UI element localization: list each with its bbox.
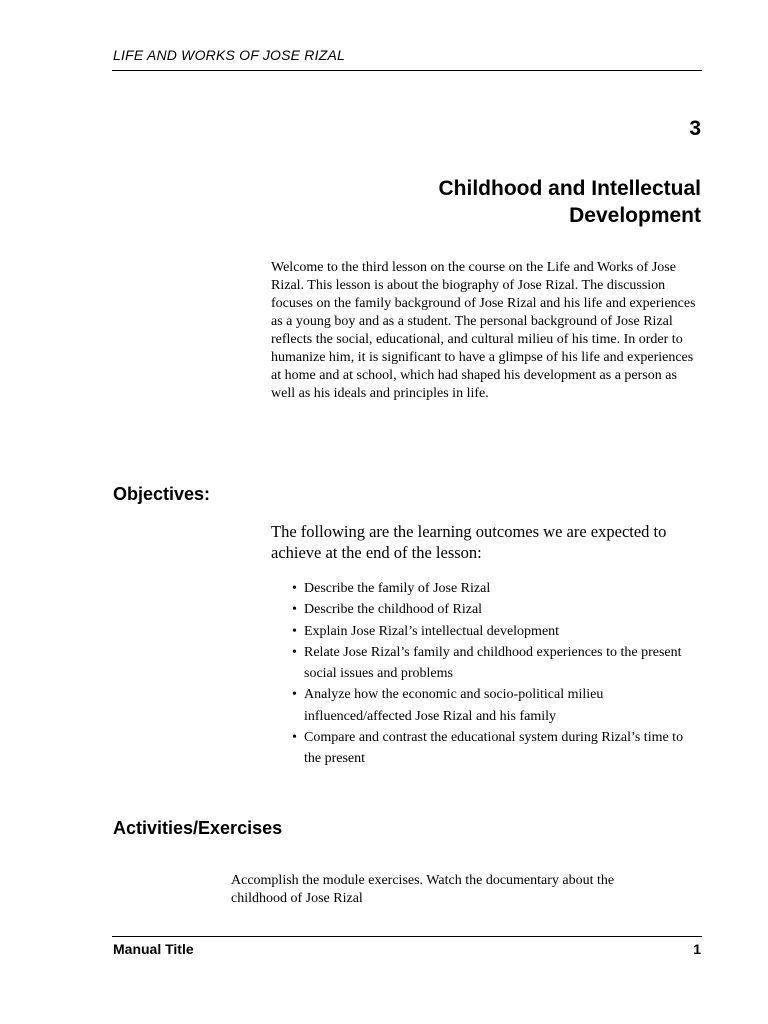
objective-item: [292, 578, 692, 599]
objective-text: Relate Jose Rizal’s family and childhood experiences to the present social issues and problems: [304, 644, 682, 682]
running-header: LIFE AND WORKS OF JOSE RIZAL: [113, 47, 345, 63]
objective-item: [292, 642, 692, 685]
objective-text: Describe the family of Jose Rizal: [304, 581, 491, 596]
bullet-icon: •: [292, 730, 297, 746]
footer-divider: [112, 936, 702, 937]
objective-text: Analyze how the economic and socio-political milieu influenced/affected Jose Rizal and his family: [304, 687, 604, 724]
objective-item: [292, 684, 692, 727]
lesson-number: 3: [689, 117, 701, 140]
objective-text: Compare and contrast the educational system during Rizal’s time to the present: [304, 730, 684, 767]
bullet-icon: •: [292, 687, 297, 703]
activities-heading: Activities/Exercises: [113, 818, 283, 838]
objective-item: [292, 621, 692, 642]
objectives-heading: Objectives:: [113, 484, 211, 504]
objective-text: Describe the childhood of Rizal: [304, 602, 483, 618]
bullet-icon: •: [292, 581, 297, 596]
lesson-title-line-1: Childhood and Intellectual: [438, 177, 701, 200]
objectives-intro: The following are the learning outcomes we are expected to achieve at the end of the lesson:: [271, 522, 667, 562]
bullet-icon: •: [292, 623, 297, 639]
footer-title: Manual Title: [113, 941, 194, 957]
lesson-title-line-2: Development: [569, 204, 701, 227]
lesson-title: [301, 175, 701, 229]
intro-paragraph: Welcome to the third lesson on the course on the Life and Works of Jose Rizal. This lesson is about the biography of Jose Rizal. The discussion focuses on the family background of Jose Rizal and his life and experiences as a young boy and as a student. The personal background of Jose Rizal reflects the social, educational, and cultural milieu of his time. In order to humanize him, it is significant to have a glimpse of his life and experiences at home and at school, which had shaped his development as a person as well as his ideals and principles in life.: [271, 260, 696, 401]
objective-item: [292, 727, 692, 770]
objective-item: [292, 599, 692, 620]
header-divider: [112, 70, 702, 71]
objective-text: Explain Jose Rizal’s intellectual development: [304, 623, 560, 639]
page-number: 1: [693, 941, 701, 957]
bullet-icon: •: [292, 602, 297, 618]
activities-text: Accomplish the module exercises. Watch the documentary about the childhood of Jose Rizal: [231, 873, 615, 906]
bullet-icon: •: [292, 644, 297, 660]
objectives-list: [292, 578, 692, 770]
